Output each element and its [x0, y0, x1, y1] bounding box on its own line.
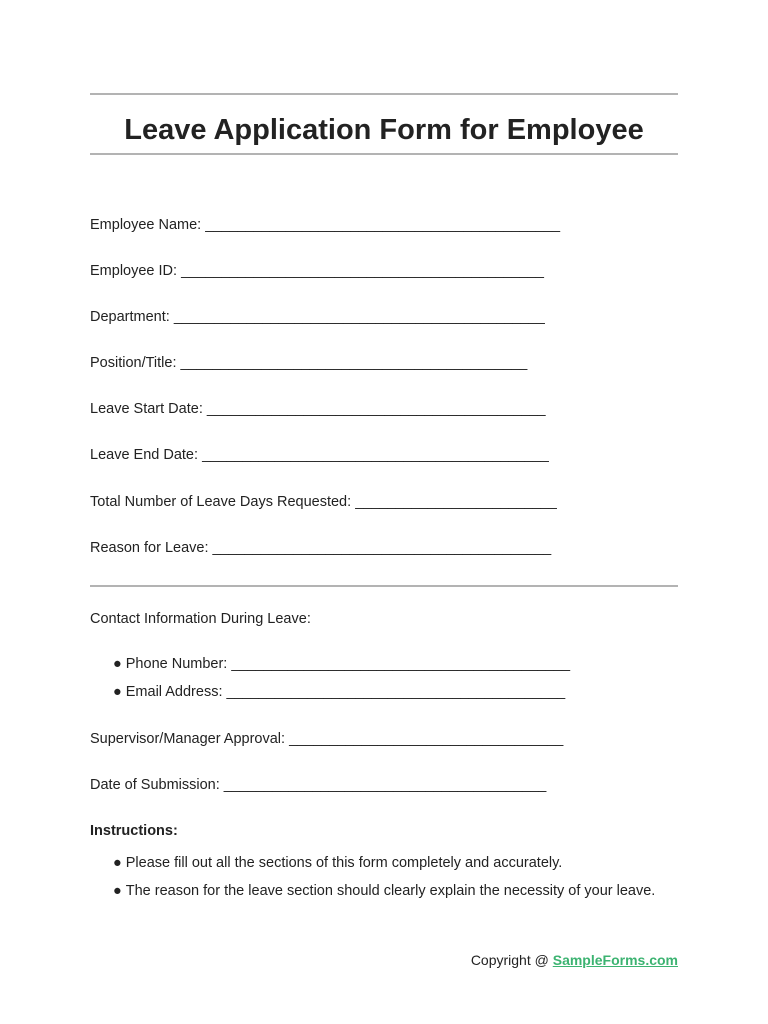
field-total-leave-days[interactable] — [90, 494, 557, 510]
field-label: Reason for Leave: — [90, 540, 209, 556]
field-label: Total Number of Leave Days Requested: — [90, 494, 352, 510]
instruction-text: The reason for the leave section should clearly explain the necessity of your leave. — [125, 883, 656, 899]
field-blank: __________________________________________ — [231, 656, 571, 672]
field-label: Supervisor/Manager Approval: — [90, 731, 286, 747]
field-label: Employee ID: — [90, 263, 178, 279]
field-employee-name[interactable] — [90, 217, 560, 233]
field-blank: ___________________________________________ — [180, 355, 528, 371]
field-reason-for-leave[interactable] — [90, 540, 551, 556]
brand-link[interactable]: SampleForms.com — [552, 952, 678, 968]
copyright-prefix: Copyright @ — [470, 952, 553, 968]
field-blank: ________________________________________ — [223, 777, 547, 793]
field-supervisor-approval[interactable] — [90, 731, 563, 747]
field-leave-start-date[interactable] — [90, 401, 546, 417]
instruction-item — [113, 883, 655, 899]
field-blank: _________________________ — [355, 494, 557, 510]
field-employee-id[interactable] — [90, 263, 544, 279]
field-label: Leave Start Date: — [90, 401, 203, 417]
page-title: Leave Application Form for Employee — [124, 114, 644, 146]
field-department[interactable] — [90, 309, 545, 325]
field-blank: ______________________________________________ — [173, 309, 545, 325]
field-email-address[interactable] — [113, 684, 565, 700]
field-blank: __________________________________________ — [206, 401, 546, 417]
top-rule — [90, 93, 678, 95]
field-blank: __________________________________ — [289, 731, 564, 747]
field-label: Employee Name: — [90, 217, 202, 233]
bullet-icon: ● — [113, 855, 122, 871]
field-label: Phone Number: — [125, 656, 228, 672]
field-label: Department: — [90, 309, 170, 325]
bullet-icon: ● — [113, 656, 122, 672]
field-label: Position/Title: — [90, 355, 177, 371]
field-label: Date of Submission: — [90, 777, 220, 793]
instructions-heading: Instructions: — [90, 823, 178, 839]
title-underline-rule — [90, 153, 678, 155]
section-divider — [90, 585, 678, 587]
contact-heading: Contact Information During Leave: — [90, 611, 311, 627]
field-leave-end-date[interactable] — [90, 447, 549, 463]
field-date-of-submission[interactable] — [90, 777, 546, 793]
instruction-text: Please fill out all the sections of this form completely and accurately. — [125, 855, 563, 871]
instruction-item — [113, 855, 562, 871]
field-blank: __________________________________________ — [226, 684, 566, 700]
field-label: Leave End Date: — [90, 447, 199, 463]
field-blank: ___________________________________________ — [202, 447, 549, 463]
field-blank: _____________________________________________ — [181, 263, 544, 279]
field-label: Email Address: — [125, 684, 223, 700]
field-phone-number[interactable] — [113, 656, 570, 672]
field-position-title[interactable] — [90, 355, 527, 371]
bullet-icon: ● — [113, 883, 122, 899]
bullet-icon: ● — [113, 684, 122, 700]
copyright-footer — [471, 952, 678, 968]
field-blank: ____________________________________________ — [205, 217, 561, 233]
field-blank: __________________________________________ — [212, 540, 552, 556]
